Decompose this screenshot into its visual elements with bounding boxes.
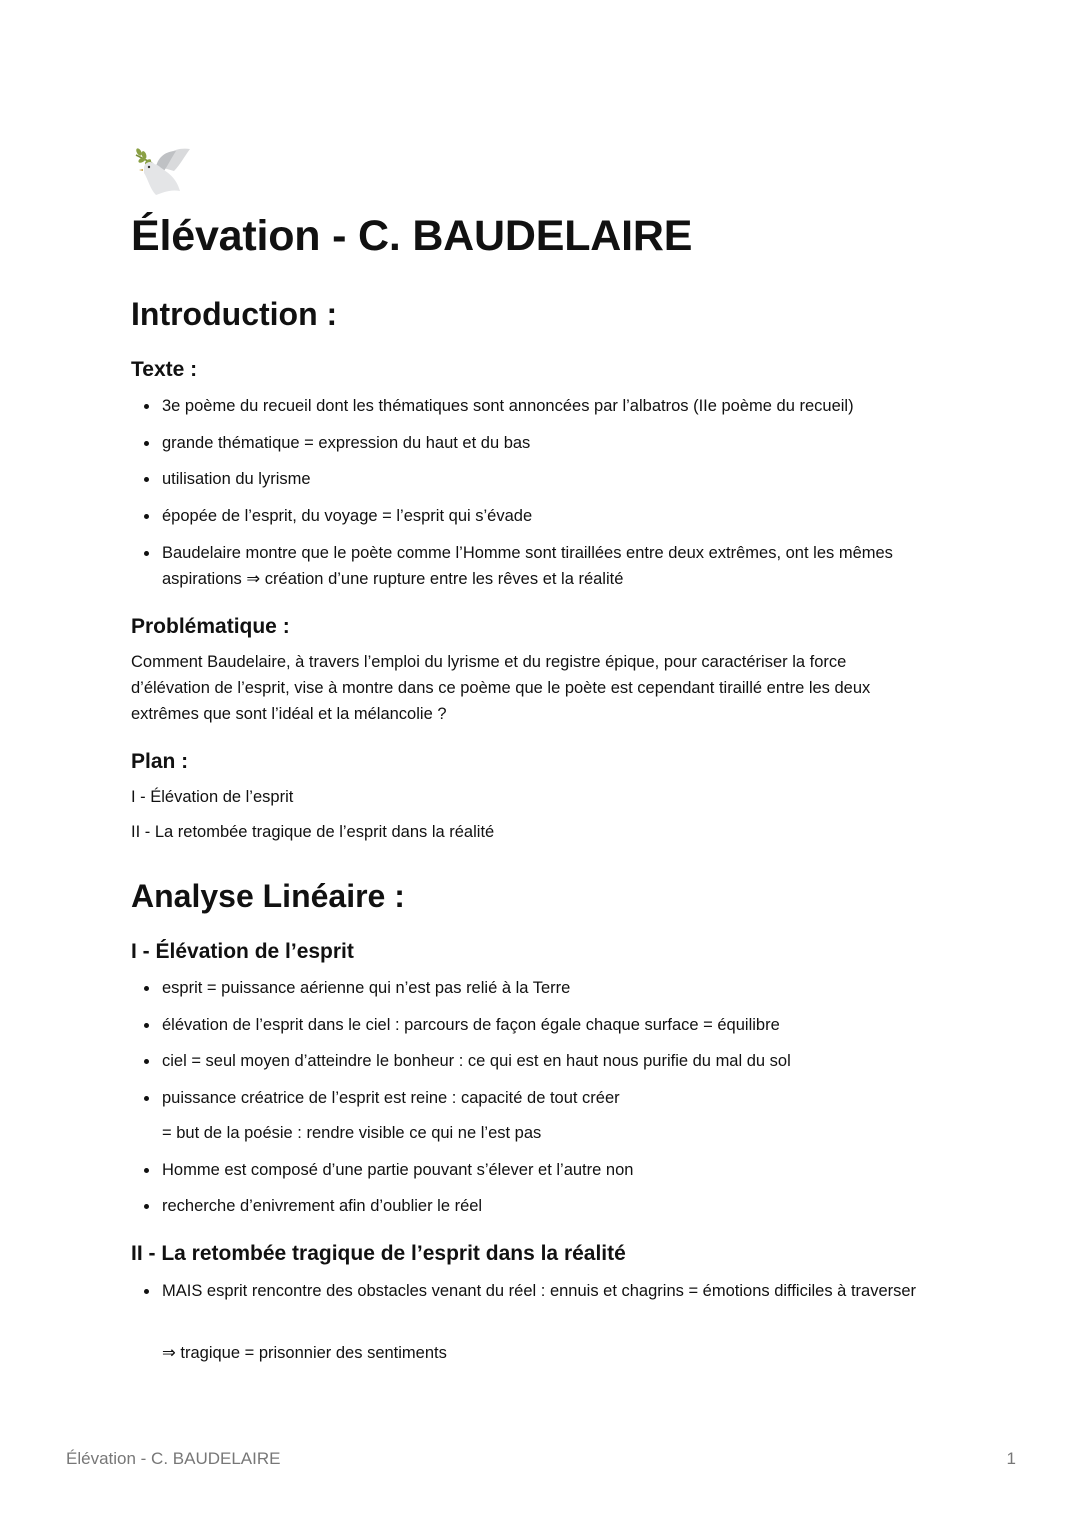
plan-item: II - La retombée tragique de l’esprit dans la réalité (131, 823, 495, 841)
analyse-heading: Analyse Linéaire : (131, 878, 405, 914)
part2-heading: II - La retombée tragique de l’esprit dans la réalité (131, 1242, 626, 1265)
list-item: élévation de l’esprit dans le ciel : parcours de façon égale chaque surface = équilibre (162, 1012, 952, 1038)
list-item: grande thématique = expression du haut et du bas (162, 430, 952, 456)
list-item: ciel = seul moyen d’atteindre le bonheur : ce qui est en haut nous purifie du mal du sol (162, 1048, 952, 1074)
texte-heading: Texte : (131, 358, 198, 381)
part1-heading: I - Élévation de l’esprit (131, 940, 354, 963)
sub-item: ⇒ tragique = prisonnier des sentiments (162, 1344, 447, 1362)
list-item: utilisation du lyrisme (162, 466, 952, 492)
plan-item: I - Élévation de l’esprit (131, 788, 294, 806)
list-item: puissance créatrice de l’esprit est reine : capacité de tout créer (162, 1085, 952, 1111)
page-number: 1 (1006, 1449, 1016, 1468)
plan-heading: Plan : (131, 750, 189, 773)
problematique-text: Comment Baudelaire, à travers l’emploi du lyrisme et du registre épique, pour caractériser la force d’élévation de l’esprit, vise à montre dans ce poème que le poète est cependant tiraillé entre les deux extrêmes que sont l’idéal et la mélancolie ? (131, 653, 871, 723)
list-item: épopée de l’esprit, du voyage = l’esprit qui s’évade (162, 503, 952, 529)
list-item: esprit = puissance aérienne qui n’est pas relié à la Terre (162, 975, 952, 1001)
document-title: Élévation - C. BAUDELAIRE (131, 212, 693, 260)
list-item: recherche d’enivrement afin d’oublier le réel (162, 1193, 952, 1219)
dove-icon (130, 143, 194, 199)
sub-item: = but de la poésie : rendre visible ce qui ne l’est pas (162, 1124, 542, 1142)
footer-title: Élévation - C. BAUDELAIRE (66, 1449, 281, 1468)
list-item: MAIS esprit rencontre des obstacles venant du réel : ennuis et chagrins = émotions difficiles à traverser (162, 1278, 922, 1304)
list-item: 3e poème du recueil dont les thématiques sont annoncées par l’albatros (IIe poème du recueil) (162, 393, 952, 419)
introduction-heading: Introduction : (131, 296, 338, 332)
list-item: Homme est composé d’une partie pouvant s’élever et l’autre non (162, 1157, 952, 1183)
problematique-heading: Problématique : (131, 615, 290, 638)
list-item: Baudelaire montre que le poète comme l’Homme sont tiraillées entre deux extrêmes, ont les mêmes aspirations ⇒ création d’une rupture entre les rêves et la réalité (162, 540, 952, 592)
